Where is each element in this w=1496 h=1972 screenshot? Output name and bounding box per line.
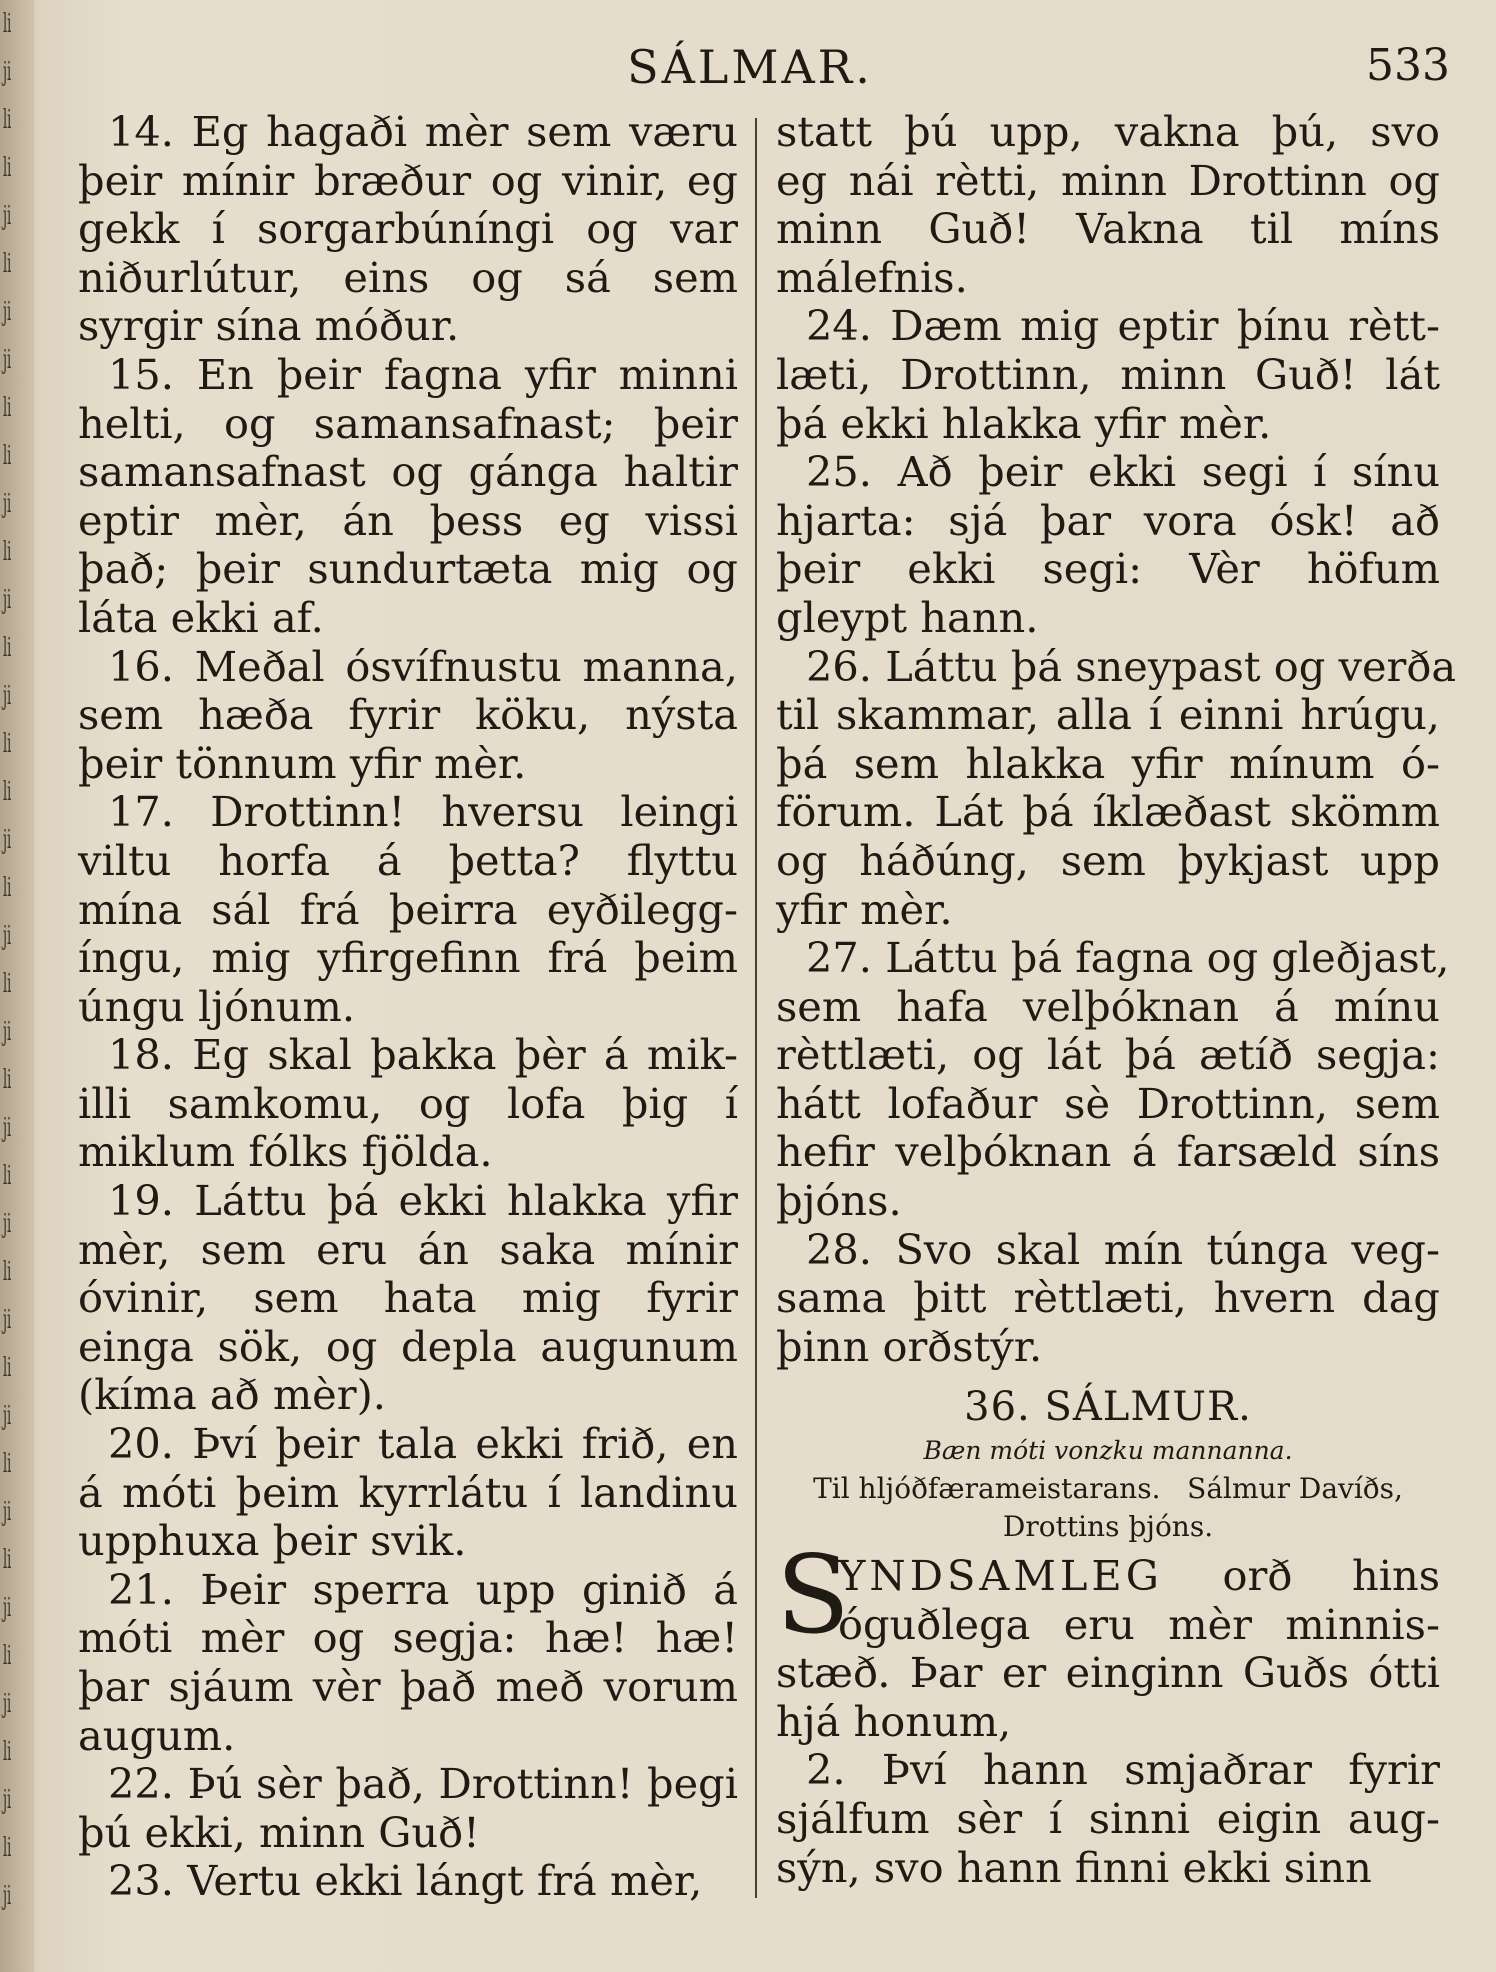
text-line: rèttlæti, og lát þá ætíð segja: (776, 1030, 1440, 1080)
text-line: 27. Láttu þá fagna og gleðjast, (806, 933, 1450, 983)
margin-fragment: ji (3, 1881, 12, 1911)
text-line: 25. Að þeir ekki segi í sínu (806, 447, 1440, 497)
margin-fragment: li (3, 729, 12, 759)
margin-fragment: ji (3, 585, 12, 615)
text-line: helti, og samansafnast; þeir (78, 398, 738, 448)
margin-fragment: li (3, 1737, 12, 1767)
text-line: hjarta: sjá þar vora ósk! að (776, 495, 1440, 545)
margin-fragment: ji (3, 1017, 12, 1047)
margin-fragment: ji (3, 201, 12, 231)
text-line: sem hæða fyrir köku, nýsta (78, 690, 738, 740)
text-line: 16. Meðal ósvífnustu manna, (108, 641, 738, 691)
margin-fragment: ji (3, 1785, 12, 1815)
text-line: einga sök, og depla augunum (78, 1321, 738, 1371)
text-line: 20. Því þeir tala ekki frið, en (108, 1419, 738, 1469)
margin-fragment: li (3, 1833, 12, 1863)
text-line: 23. Vertu ekki lángt frá mèr, (108, 1856, 703, 1906)
margin-fragment: ji (3, 681, 12, 711)
margin-fragment: li (3, 1449, 12, 1479)
margin-fragment: ji (3, 1401, 12, 1431)
text-line: 14. Eg hagaði mèr sem væru (108, 107, 738, 156)
text-line: þar sjáum vèr það með vorum (78, 1662, 738, 1711)
margin-fragment: li (3, 969, 12, 999)
margin-fragment: ji (3, 1689, 12, 1719)
margin-fragment: ji (3, 297, 12, 327)
first-line-rest: orð hins (1222, 1551, 1440, 1601)
text-line: sem hafa velþóknan á mínu (776, 981, 1440, 1031)
text-line: hjá honum, (776, 1696, 1012, 1746)
margin-fragment: ji (3, 1305, 12, 1335)
text-line: yfir mèr. (776, 884, 953, 934)
text-line: þá sem hlakka yfir mínum ó- (776, 738, 1440, 788)
text-line: 24. Dæm mig eptir þínu rètt- (806, 301, 1440, 351)
margin-fragment: ji (3, 1209, 12, 1239)
psalm-text (776, 1601, 1440, 1893)
margin-fragment: li (3, 537, 12, 567)
text-line: eptir mèr, án þess eg vissi (78, 495, 738, 545)
margin-fragment: ji (3, 921, 12, 951)
text-line: stæð. Þar er einginn Guðs ótti (776, 1648, 1440, 1698)
text-line: á móti þeim kyrrlátu í landinu (78, 1467, 738, 1517)
margin-fragment: li (3, 1065, 12, 1095)
text-line: syrgir sína móður. (78, 301, 460, 351)
margin-fragment: li (3, 633, 12, 663)
text-line: til skammar, alla í einni hrúgu, (776, 690, 1440, 740)
text-line: illi samkomu, og lofa þig í (78, 1078, 738, 1128)
text-line: þeir mínir bræður og vinir, eg (78, 155, 738, 205)
margin-fragment: li (3, 249, 12, 279)
margin-fragment: li (3, 393, 12, 423)
margin-fragment: li (3, 1353, 12, 1383)
text-line: sýn, svo hann finni ekki sinn (776, 1842, 1372, 1892)
margin-fragment: ji (3, 1497, 12, 1527)
text-line: eg nái rètti, minn Drottinn og (776, 155, 1440, 205)
text-line: mína sál frá þeirra eyðilegg- (78, 884, 738, 934)
text-line: miklum fólks fjölda. (78, 1127, 493, 1177)
running-header-title: SÁLMAR. (627, 40, 873, 94)
text-line: þá ekki hlakka yfir mèr. (776, 398, 1272, 448)
right-column-verses (776, 107, 1457, 1371)
text-line: 28. Svo skal mín túnga veg- (806, 1224, 1440, 1274)
text-line: minn Guð! Vakna til míns (776, 204, 1440, 254)
text-line: niðurlútur, eins og sá sem (78, 252, 738, 302)
column-divider (755, 118, 757, 1898)
text-line: þjóns. (776, 1176, 902, 1226)
text-line: úngu ljónum. (78, 981, 356, 1031)
text-line: sama þitt rèttlæti, hvern dag (776, 1273, 1440, 1323)
text-line: sjálfum sèr í sinni eigin aug- (776, 1794, 1440, 1843)
text-line: 26. Láttu þá sneypast og verða (806, 641, 1457, 691)
left-column (78, 108, 738, 1906)
margin-fragment: li (3, 777, 12, 807)
text-line: og háðúng, sem þykjast upp (776, 835, 1440, 885)
text-line: 2. Því hann smjaðrar fyrir (806, 1745, 1440, 1795)
margin-fragment: ji (3, 57, 12, 87)
margin-fragment: ji (3, 1593, 12, 1623)
margin-fragment: li (3, 105, 12, 135)
text-line: gekk í sorgarbúníngi og var (78, 204, 738, 254)
text-line: statt þú upp, vakna þú, svo (776, 107, 1440, 156)
psalm-dedication-line-1: Til hljóðfærameistarans. Sálmur Davíðs, (813, 1472, 1403, 1506)
text-line: það; þeir sundurtæta mig og (78, 544, 738, 594)
margin-fragment: li (3, 9, 12, 39)
text-line: óguðlega eru mèr minnis- (838, 1599, 1440, 1649)
text-line: förum. Lát þá íklæðast skömm (776, 787, 1440, 837)
text-line: læti, Drottinn, minn Guð! lát (776, 349, 1440, 399)
text-line: mèr, sem eru án saka mínir (78, 1224, 738, 1274)
text-line: 22. Þú sèr það, Drottinn! þegi (108, 1759, 738, 1809)
text-line: viltu horfa á þetta? flyttu (78, 835, 738, 885)
text-line: 17. Drottinn! hversu leingi (108, 787, 738, 837)
text-line: 19. Láttu þá ekki hlakka yfir (108, 1176, 738, 1226)
text-line: (kíma að mèr). (78, 1370, 386, 1420)
margin-fragment: li (3, 1257, 12, 1287)
page-number: 533 (1366, 40, 1450, 91)
text-line: óvinir, sem hata mig fyrir (78, 1273, 738, 1323)
text-line: 15. En þeir fagna yfir minni (108, 349, 738, 399)
psalm-first-line (776, 1552, 1440, 1601)
text-line: móti mèr og segja: hæ! hæ! (78, 1613, 738, 1663)
text-line: þinn orðstýr. (776, 1321, 1043, 1371)
drop-cap: S (776, 1533, 850, 1659)
text-line: 18. Eg skal þakka þèr á mik- (108, 1030, 738, 1080)
adjacent-page-edge (0, 0, 34, 1972)
text-line: hefir velþóknan á farsæld síns (776, 1127, 1440, 1177)
margin-fragment: ji (3, 825, 12, 855)
text-line: 21. Þeir sperra upp ginið á (108, 1564, 738, 1614)
margin-fragment: ji (3, 345, 12, 375)
text-line: augum. (78, 1710, 236, 1760)
text-line: málefnis. (776, 252, 968, 302)
margin-fragment: li (3, 873, 12, 903)
text-line: íngu, mig yfirgefinn frá þeim (78, 933, 738, 983)
text-line: þeir tönnum yfir mèr. (78, 738, 527, 788)
psalm-opening (776, 1533, 1440, 1892)
margin-fragment: li (3, 153, 12, 183)
text-line: þeir ekki segi: Vèr höfum (776, 544, 1440, 594)
text-line: láta ekki af. (78, 592, 324, 642)
margin-fragment: ji (3, 1113, 12, 1143)
text-line: gleypt hann. (776, 592, 1039, 642)
margin-fragment: li (3, 1545, 12, 1575)
psalm-dedication-line-2: Drottins þjóns. (1002, 1510, 1214, 1544)
margin-fragment: li (3, 441, 12, 471)
first-line-caps: YNDSAMLEG (838, 1551, 1163, 1601)
margin-fragment: ji (3, 489, 12, 519)
right-column (776, 107, 1457, 1892)
margin-fragment: li (3, 1161, 12, 1191)
text-line: hátt lofaður sè Drottinn, sem (776, 1078, 1440, 1128)
psalm-subtitle: Bæn móti vonzku mannanna. (923, 1436, 1293, 1466)
psalm-heading: 36. SÁLMUR. (964, 1384, 1252, 1431)
text-line: upphuxa þeir svik. (78, 1516, 467, 1566)
text-line: þú ekki, minn Guð! (78, 1807, 480, 1857)
margin-fragment: li (3, 1641, 12, 1671)
text-line: samansafnast og gánga haltir (78, 447, 738, 497)
